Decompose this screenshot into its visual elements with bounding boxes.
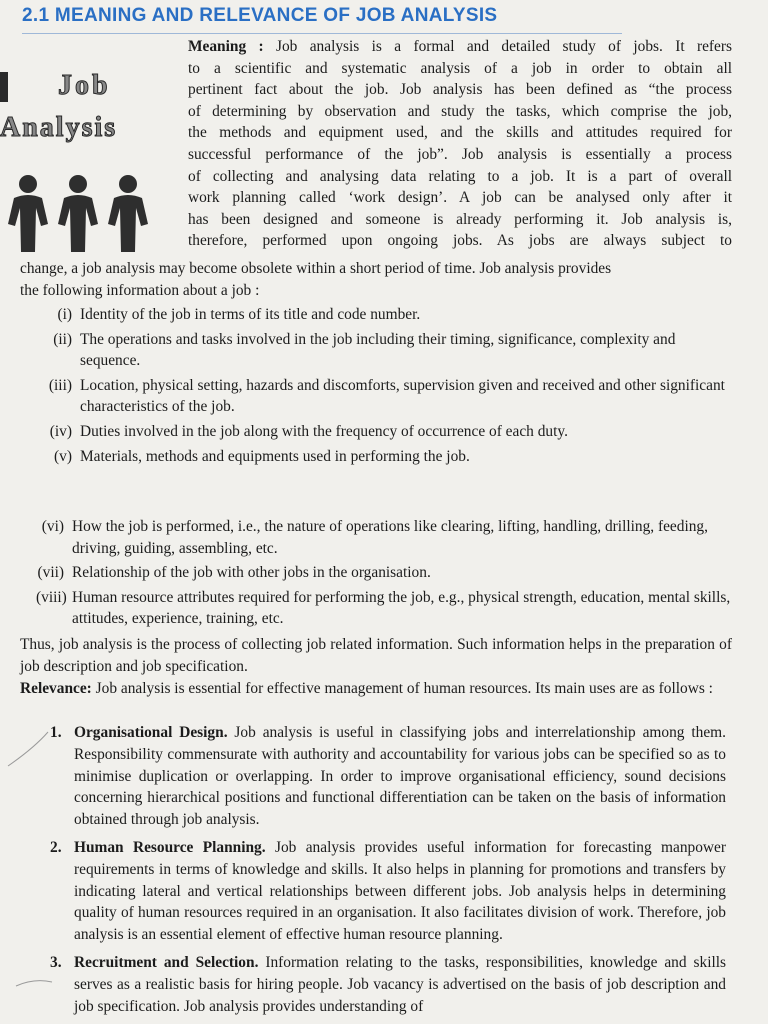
meaning-line-9: therefore, performed upon ongoing jobs. As jobs are always subject to <box>188 232 732 250</box>
meaning-line-3: of determining by observation and study the tasks, which comprise the job, <box>188 102 732 120</box>
meaning-line-0: Meaning : Job analysis is a formal and detailed study of jobs. It refers <box>188 38 732 55</box>
meaning-line-7: work planning called ‘work design’. A job can be analysed only after it <box>188 189 732 207</box>
section-heading: 2.1 MEANING AND RELEVANCE OF JOB ANALYSIS <box>22 5 497 27</box>
meaning-line-1: to a scientific and systematic analysis of a job in order to obtain all <box>188 59 732 77</box>
list-item: (vi) How the job is performed, i.e., the nature of operations like clearing, lifting, handling, drilling, feeding, driving, guiding, assembling, etc. <box>41 518 708 557</box>
continuation-line-0: change, a job analysis may become obsolete within a short period of time. Job analysis provides <box>20 260 612 277</box>
figure-word-analysis: Analysis <box>0 112 118 143</box>
use-item-human-resource-planning: 2. Human Resource Planning. Job analysis provides useful information for forecasting manpower requirements in terms of knowledge and skills. It also helps in planning for promotions and transfers by indicating lateral and vertical relationships between different jobs. Job analysis helps in determining quality of human resources required in an organisation. It also facilitates division of work. Therefore, job analysis is an essential element of effective human resource planning. <box>50 838 726 944</box>
figure-bracket <box>0 72 8 102</box>
three-people-icon <box>6 174 156 254</box>
list-item: (v) Materials, methods and equipments used in performing the job. <box>54 447 470 465</box>
summary-paragraph: Thus, job analysis is the process of collecting job related information. Such information helps in the preparation of job description and job specification. <box>20 636 732 675</box>
meaning-paragraph <box>188 36 732 252</box>
list-item: (ii) The operations and tasks involved in the job including their timing, significance, complexity and sequence. <box>53 330 676 370</box>
list-item: (iv) Duties involved in the job along with the frequency of occurrence of each duty. <box>49 422 568 440</box>
continuation-line-1: the following information about a job : <box>20 281 260 299</box>
meaning-line-6: of collecting and analysing data relating to a job. It is a part of overall <box>188 167 732 185</box>
meaning-line-5: successful performance of the job”. Job analysis is essentially a process <box>188 145 732 163</box>
meaning-line-8: has been designed and someone is already performing it. Job analysis is, <box>188 210 732 228</box>
meaning-label: Meaning : <box>188 38 264 55</box>
list-item: (vii) Relationship of the job with other jobs in the organisation. <box>37 564 431 582</box>
use-item-organisational-design: 1. Organisational Design. Job analysis is useful in classifying jobs and interrelationship among them. Responsibility commensurate with authority and accountability for various jobs can be specified so as to minimise duplication or overlapping. In order to improve organisational efficiency, sound decisions concerning hierarchical positions and functional differentiation can be taken on the basis of information obtained through job analysis. <box>50 724 726 829</box>
heading-underline <box>22 33 622 34</box>
uses-list <box>50 722 726 1023</box>
relevance-paragraph: Relevance: Job analysis is essential for effective management of human resources. Its main uses are as follows : <box>20 680 713 697</box>
list-item: (iii) Location, physical setting, hazards and discomforts, supervision given and received and other significant characteristics of the job. <box>48 376 725 416</box>
list-item: (i) Identity of the job in terms of its title and code number. <box>57 306 421 323</box>
job-analysis-figure <box>0 62 178 252</box>
information-list <box>20 304 732 470</box>
meaning-line-2: pertinent fact about the job. Job analysis has been defined as “the process <box>188 81 732 99</box>
pencil-mark <box>14 972 54 992</box>
list-item: (viii) Human resource attributes required for performing the job, e.g., physical strength, education, mental skills, attitudes, experience, training, etc. <box>36 588 731 628</box>
meaning-line-4: the methods and equipment used, and the skills and attitudes required for <box>188 124 732 142</box>
information-list-continued <box>20 516 732 633</box>
meaning-continuation <box>20 258 732 301</box>
pencil-mark <box>4 730 50 770</box>
use-item-recruitment-selection: 3. Recruitment and Selection. Information relating to the tasks, responsibilities, knowledge and skills serves as a realistic basis for hiring people. Job vacancy is advertised on the basis of job description and job specification. Job analysis provides understanding of <box>50 953 727 1015</box>
figure-word-job: Job <box>58 70 111 101</box>
relevance-label: Relevance: <box>20 680 92 697</box>
